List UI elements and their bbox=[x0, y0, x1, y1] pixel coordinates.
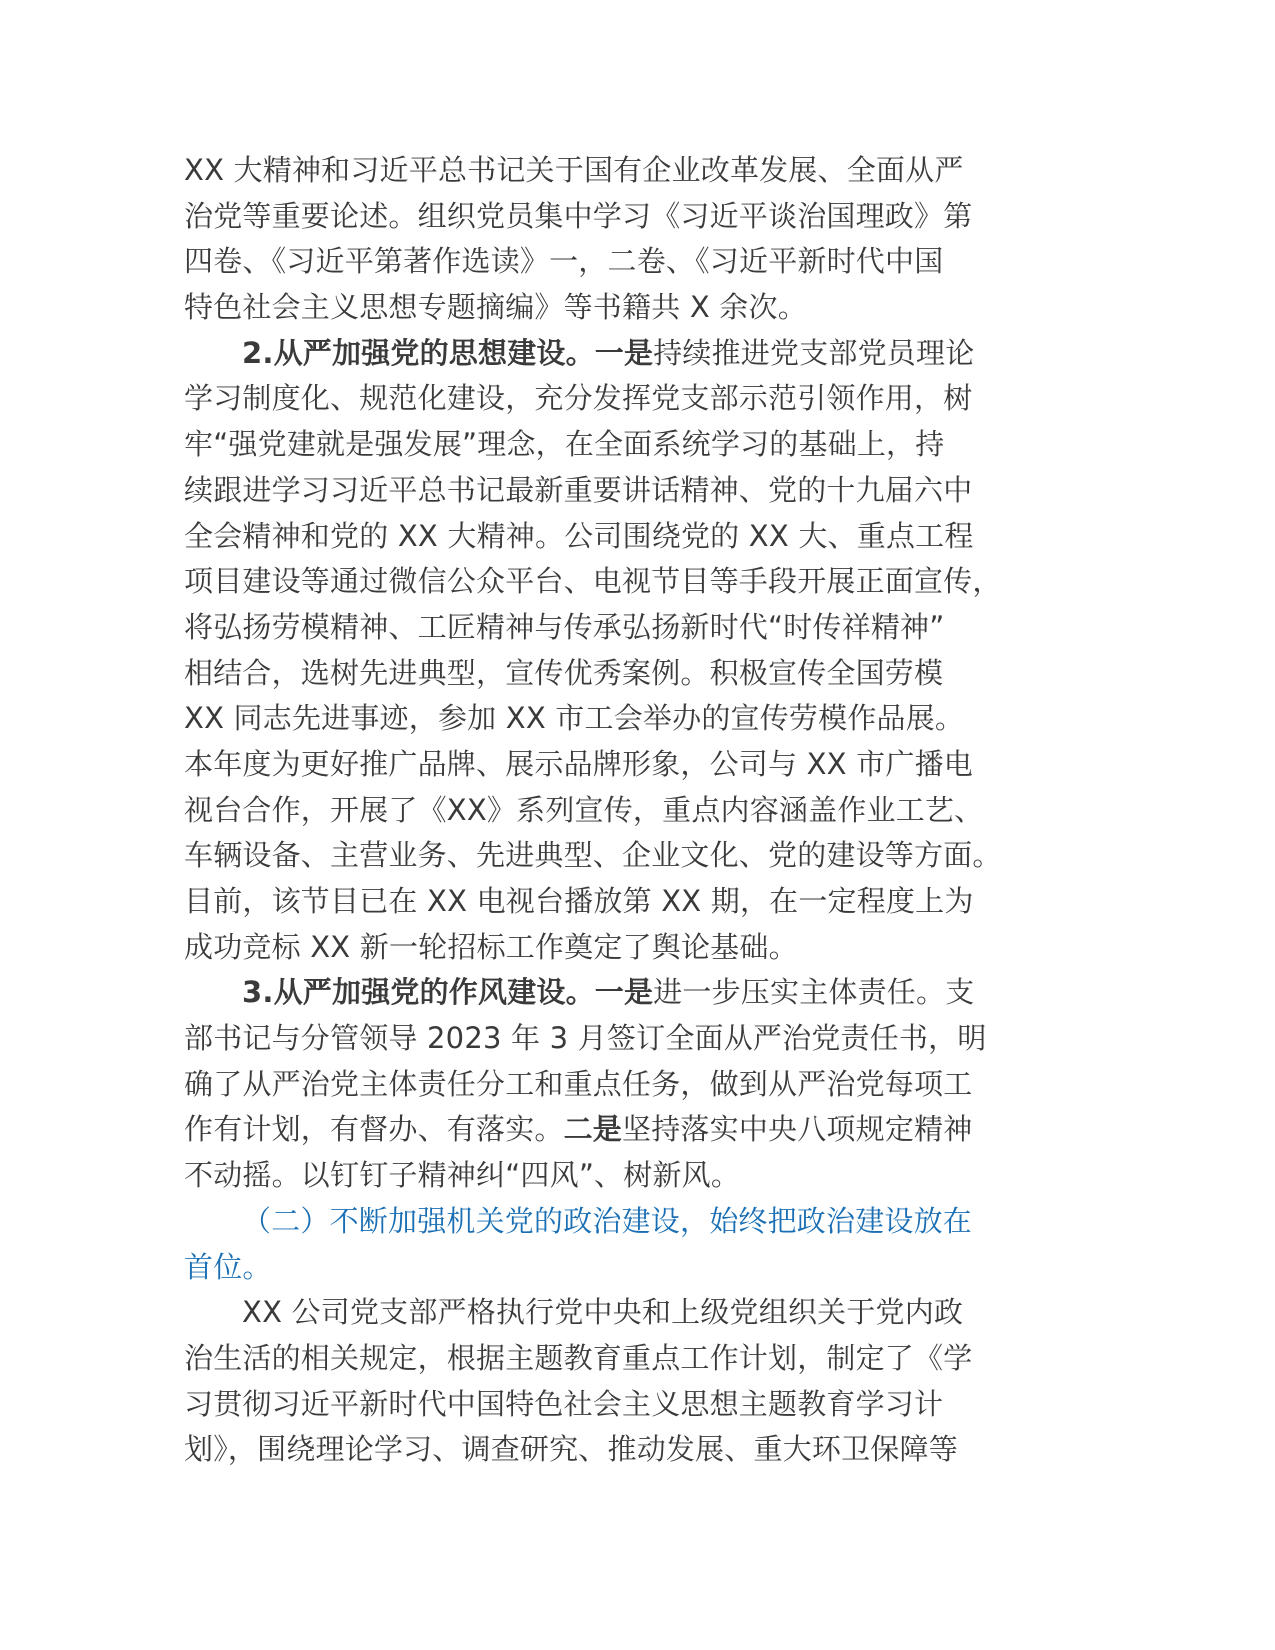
lead-marker: 一是 bbox=[594, 975, 654, 1010]
text-line bbox=[184, 1107, 1089, 1153]
subheading-line: 首位。 bbox=[184, 1249, 272, 1284]
text-line: 全会精神和党的 XX 大精神。公司围绕党的 XX 大、重点工程 bbox=[184, 518, 974, 553]
text-line: 治生活的相关规定，根据主题教育重点工作计划，制定了《学 bbox=[184, 1340, 973, 1375]
text-line: XX 同志先进事迹，参加 XX 市工会举办的宣传劳模作品展。 bbox=[184, 701, 965, 736]
text-line: 相结合，选树先进典型，宣传优秀案例。积极宣传全国劳模 bbox=[184, 655, 944, 690]
text-line: 划》，围绕理论学习、调查研究、推动发展、重大环卫保障等 bbox=[184, 1432, 958, 1467]
text-line: 成功竞标 XX 新一轮招标工作奠定了舆论基础。 bbox=[184, 929, 798, 964]
section-first-line bbox=[184, 331, 1089, 377]
section-style-building bbox=[184, 970, 1089, 1198]
text-line: 目前，该节目已在 XX 电视台播放第 XX 期，在一定程度上为 bbox=[184, 884, 974, 918]
text-run: 作有计划，有督办、有落实。 bbox=[184, 1112, 564, 1147]
text-line: 牢“强党建就是强发展”理念，在全面系统学习的基础上，持 bbox=[184, 427, 945, 462]
text-line: 不动摇。以钉钉子精神纠“四风”、树新风。 bbox=[184, 1158, 741, 1193]
section-first-line bbox=[184, 970, 1089, 1016]
text-line: 项目建设等通过微信公众平台、电视节目等手段开展正面宣传， bbox=[184, 564, 1002, 599]
text-run: 持续推进党支部党员理论 bbox=[653, 335, 975, 370]
section-ideological-building bbox=[184, 331, 1089, 971]
document-page bbox=[184, 148, 1089, 1473]
text-line: XX 大精神和习近平总书记关于国有企业改革发展、全面从严 bbox=[184, 153, 964, 187]
paragraph-intro bbox=[184, 148, 1089, 331]
lead-marker: 二是 bbox=[563, 1112, 623, 1147]
text-line: 特色社会主义思想专题摘编》等书籍共 X 余次。 bbox=[184, 290, 807, 325]
text-line: 习贯彻习近平新时代中国特色社会主义思想主题教育学习计 bbox=[184, 1386, 944, 1421]
text-run: 坚持落实中央八项规定精神 bbox=[622, 1112, 973, 1147]
text-line: 学习制度化、规范化建设，充分发挥党支部示范引领作用，树 bbox=[184, 381, 973, 416]
text-line: 将弘扬劳模精神、工匠精神与传承弘扬新时代“时传祥精神” bbox=[184, 609, 945, 644]
text-line: 本年度为更好推广品牌、展示品牌形象，公司与 XX 市广播电 bbox=[184, 746, 973, 781]
section-heading: 2.从严加强党的思想建设。 bbox=[242, 335, 595, 370]
text-line: 视台合作，开展了《XX》系列宣传，重点内容涵盖作业工艺、 bbox=[184, 792, 984, 827]
text-line: 四卷、《习近平第著作选读》一，二卷、《习近平新时代中国 bbox=[184, 244, 944, 279]
text-line: 车辆设备、主营业务、先进典型、企业文化、党的建设等方面。 bbox=[184, 838, 1002, 873]
text-line: 治党等重要论述。组织党员集中学习《习近平谈治国理政》第 bbox=[184, 198, 973, 233]
text-line: XX 公司党支部严格执行党中央和上级党组织关于党内政 bbox=[242, 1295, 964, 1330]
paragraph-party-branch bbox=[184, 1290, 1089, 1473]
section-heading: 3.从严加强党的作风建设。 bbox=[242, 975, 595, 1010]
text-line: 部书记与分管领导 2023 年 3 月签订全面从严治党责任书，明 bbox=[184, 1021, 987, 1056]
subheading-line: （二）不断加强机关党的政治建设，始终把政治建设放在 bbox=[242, 1203, 973, 1238]
subheading-political-building bbox=[184, 1199, 1089, 1290]
text-line: 续跟进学习习近平总书记最新重要讲话精神、党的十九届六中 bbox=[184, 472, 973, 507]
text-run: 进一步压实主体责任。支 bbox=[653, 975, 975, 1010]
text-line: 确了从严治党主体责任分工和重点任务，做到从严治党每项工 bbox=[184, 1066, 973, 1101]
lead-marker: 一是 bbox=[594, 335, 654, 370]
